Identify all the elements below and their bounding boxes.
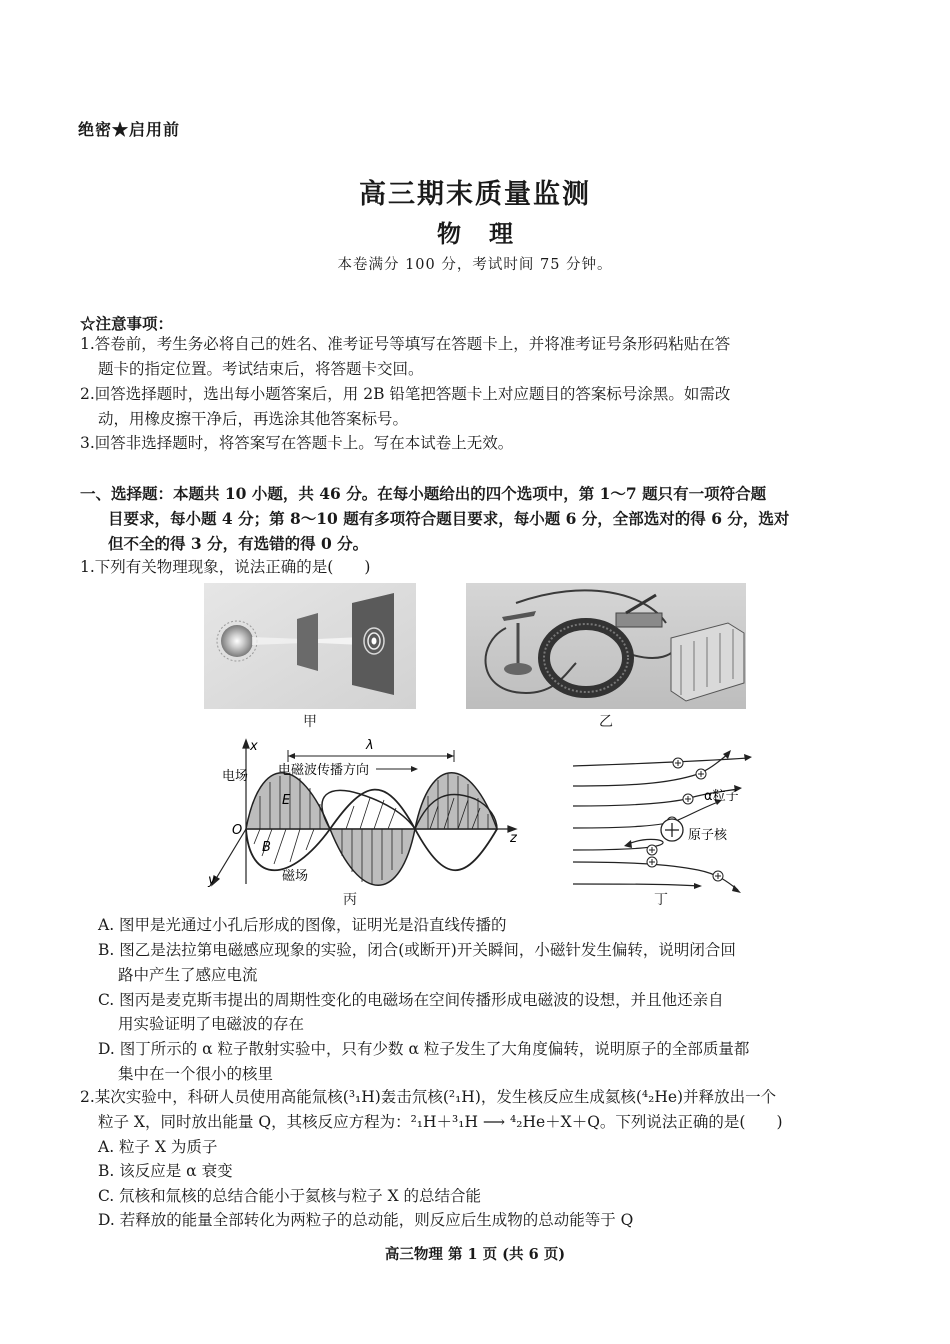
q1-option-b: B. 图乙是法拉第电磁感应现象的实验，闭合(或断开)开关瞬间，小磁针发生偏转，说明闭合回 bbox=[98, 941, 736, 959]
q1-option-a: A. 图甲是光通过小孔后形成的图像，证明光是沿直线传播的 bbox=[98, 916, 507, 934]
secret-mark: 绝密★启用前 bbox=[78, 120, 181, 139]
barrier-plate bbox=[297, 613, 318, 671]
note-line: 2.回答选择题时，选出每小题答案后，用 2B 铅笔把答题卡上对应题目的答案标号涂黑。如需改 bbox=[80, 385, 731, 403]
figure-yi-label: 乙 bbox=[599, 714, 613, 730]
nucleus-label: 原子核 bbox=[688, 828, 728, 843]
section-heading: 目要求，每小题 4 分；第 8～10 题有多项符合题目要求，每小题 6 分，全部选对的得 6 分，选对 bbox=[108, 509, 790, 528]
q1-option-d: D. 图丁所示的 α 粒子散射实验中，只有少数 α 粒子发生了大角度偏转，说明原子的全部质量都 bbox=[98, 1040, 750, 1058]
section-heading: 一、选择题：本题共 10 小题，共 46 分。在每小题给出的四个选项中，第 1～7 题只有一项符合题 bbox=[80, 484, 767, 503]
magnetic-field-label: 磁场 bbox=[282, 869, 309, 884]
figure-bing bbox=[200, 734, 530, 890]
alpha-particles bbox=[647, 758, 723, 881]
question-2-stem: 2.某次实验中，科研人员使用高能氚核(³₁H)轰击氘核(²₁H)，发生核反应生成氦核(⁴₂He)并释放出一个 bbox=[80, 1088, 777, 1106]
atomic-nucleus bbox=[661, 819, 683, 841]
figure-jia-label: 甲 bbox=[303, 714, 317, 730]
q1-option-b-cont: 路中产生了感应电流 bbox=[118, 966, 258, 984]
figure-bing-label: 丙 bbox=[343, 892, 357, 908]
q2-option-c: C. 氘核和氚核的总结合能小于氦核与粒子 X 的总结合能 bbox=[98, 1187, 482, 1205]
origin-label: O bbox=[232, 823, 243, 838]
b-label: B bbox=[262, 840, 271, 855]
figure-jia bbox=[204, 583, 416, 709]
alpha-label: α粒子 bbox=[704, 789, 739, 804]
q2-option-d: D. 若释放的能量全部转化为两粒子的总动能，则反应后生成物的总动能等于 Q bbox=[98, 1211, 634, 1229]
question-2-stem-cont: 粒子 X，同时放出能量 Q，其核反应方程为：²₁H＋³₁H ⟶ ⁴₂He＋X＋Q。下列说法正确的是( ) bbox=[98, 1113, 783, 1131]
direction-label: 电磁波传播方向 bbox=[278, 763, 370, 778]
q1-option-c-cont: 用实验证明了电磁波的存在 bbox=[118, 1015, 305, 1033]
note-line: 3.回答非选择题时，将答案写在答题卡上。写在本试卷上无效。 bbox=[80, 434, 514, 452]
electric-field-label: 电场 bbox=[222, 769, 249, 784]
lambda-label: λ bbox=[366, 738, 374, 753]
x-axis-label: x bbox=[250, 739, 258, 754]
q1-option-c: C. 图丙是麦克斯韦提出的周期性变化的电磁场在空间传播形成电磁波的设想，并且他还亲自 bbox=[98, 991, 724, 1009]
z-axis-label: z bbox=[510, 831, 517, 846]
q2-option-b: B. 该反应是 α 衰变 bbox=[98, 1162, 233, 1180]
q1-option-d-cont: 集中在一个很小的核里 bbox=[118, 1065, 274, 1083]
question-1-stem: 1.下列有关物理现象，说法正确的是( ) bbox=[80, 558, 371, 576]
e-label: E bbox=[282, 793, 291, 808]
notes-title: ☆注意事项： bbox=[80, 314, 174, 333]
figure-ding bbox=[568, 744, 768, 894]
page-title: 高三期末质量监测 bbox=[359, 179, 591, 210]
light-source bbox=[221, 625, 253, 657]
note-line: 动，用橡皮擦干净后，再选涂其他答案标号。 bbox=[98, 410, 409, 428]
figure-ding-label: 丁 bbox=[654, 892, 668, 908]
subject-title: 物理 bbox=[437, 219, 541, 248]
exam-info: 本卷满分 100 分，考试时间 75 分钟。 bbox=[337, 257, 613, 273]
y-axis-label: y bbox=[208, 873, 216, 888]
q2-option-a: A. 粒子 X 为质子 bbox=[98, 1138, 218, 1156]
section-heading: 但不全的得 3 分，有选错的得 0 分。 bbox=[108, 534, 369, 553]
page-footer: 高三物理 第 1 页 (共 6 页) bbox=[384, 1246, 566, 1263]
figure-yi bbox=[466, 583, 746, 709]
note-line: 题卡的指定位置。考试结束后，将答题卡交回。 bbox=[98, 360, 424, 378]
note-line: 1.答卷前，考生务必将自己的姓名、准考证号等填写在答题卡上，并将准考证号条形码粘贴在答 bbox=[80, 335, 731, 353]
